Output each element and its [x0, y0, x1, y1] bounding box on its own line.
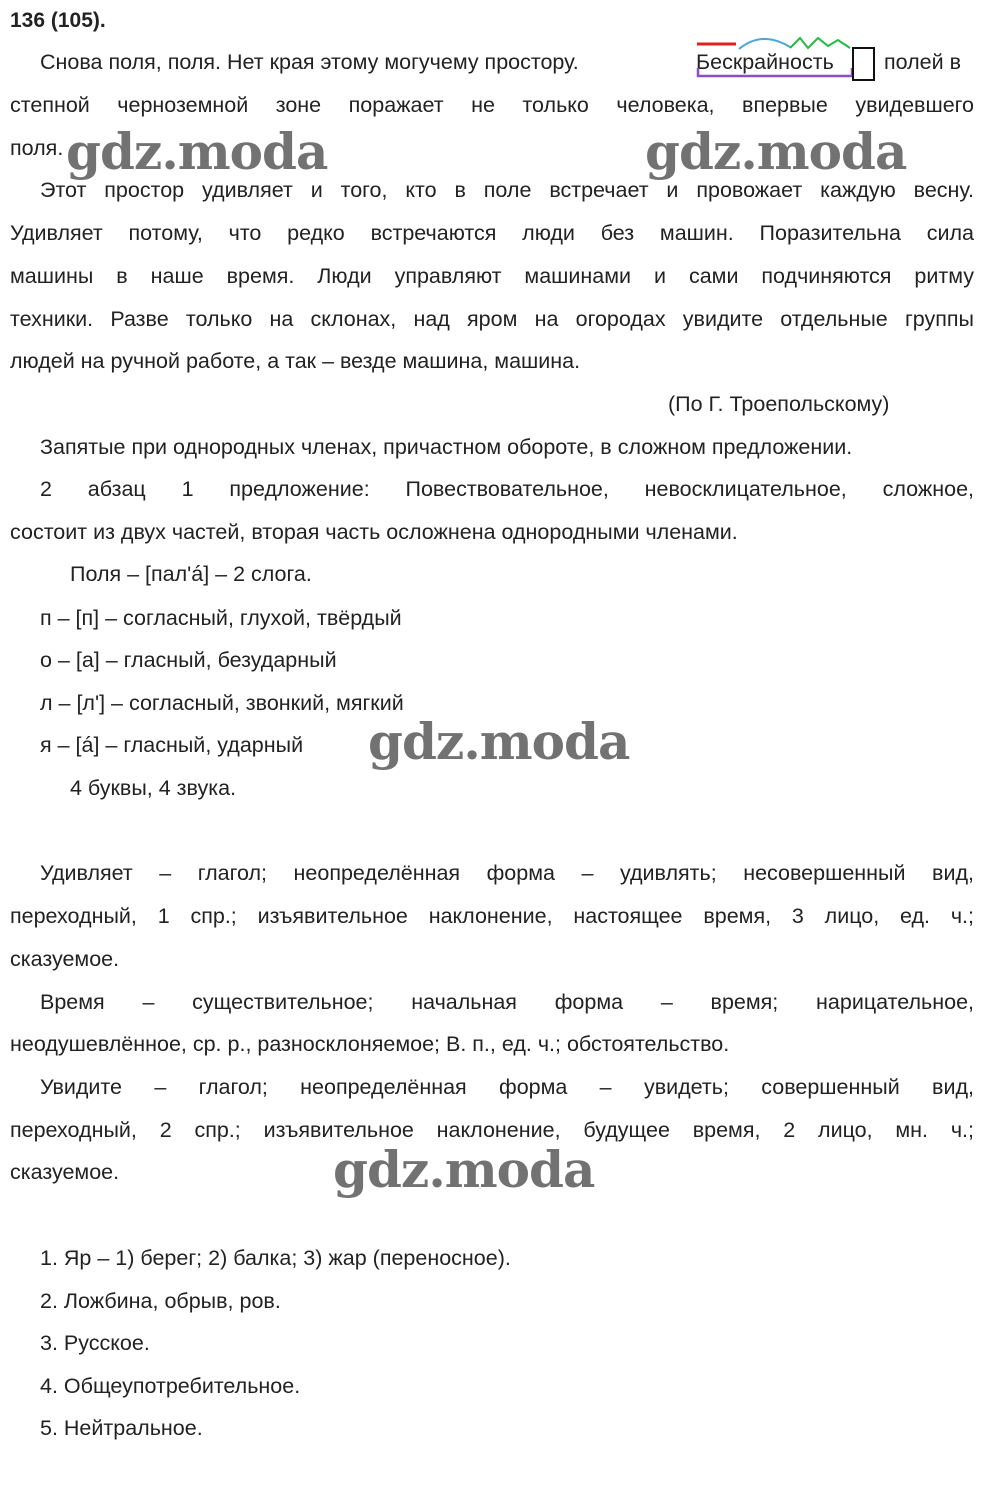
- base-bracket: [698, 68, 852, 76]
- watermark: gdz.moda: [645, 122, 907, 181]
- morph-analysis-2a: Время – существительное; начальная форма – время; нарицательное,: [40, 990, 974, 1014]
- commas-note: Запятые при однородных членах, причастном обороте, в сложном предложении.: [40, 435, 853, 459]
- word-beskrainost: Бескрайность: [696, 50, 834, 74]
- list-item: 3. Русское.: [40, 1331, 150, 1355]
- morph-analysis-1c: сказуемое.: [10, 947, 120, 971]
- text-line-5: Удивляет потому, что редко встречаются люди без машин. Поразительна сила: [10, 221, 974, 245]
- morph-analysis-2b: неодушевлённое, ср. р., разносклоняемое; В. п., ед. ч.; обстоятельство.: [10, 1032, 730, 1056]
- text-line-6: машины в наше время. Люди управляют машинами и сами подчиняются ритму: [10, 264, 974, 288]
- root-arc: [739, 39, 790, 49]
- text-line-2: степной черноземной зоне поражает не только человека, впервые увидевшего: [10, 93, 974, 117]
- morph-analysis-1a: Удивляет – глагол; неопределённая форма – удивлять; несовершенный вид,: [40, 861, 974, 885]
- text-segment: Снова поля, поля. Нет края этому могучему простору.: [40, 50, 579, 74]
- ending-box: [853, 48, 874, 80]
- morph-analysis-3c: сказуемое.: [10, 1160, 120, 1184]
- morpheme-marks: [0, 0, 985, 100]
- text-line-4: Этот простор удивляет и того, кто в поле встречает и провожает каждую весну.: [40, 178, 974, 202]
- suffix-mark: [790, 38, 850, 48]
- phonetic-total: 4 буквы, 4 звука.: [70, 776, 237, 800]
- phonetic-row: о – [а] – гласный, безударный: [40, 648, 337, 672]
- list-item: 5. Нейтральное.: [40, 1416, 203, 1440]
- list-item: 2. Ложбина, обрыв, ров.: [40, 1289, 281, 1313]
- morph-analysis-1b: переходный, 1 спр.; изъявительное наклонение, настоящее время, 3 лицо, ед. ч.;: [10, 904, 974, 928]
- list-item: 4. Общеупотребительное.: [40, 1374, 301, 1398]
- phonetic-row: п – [п] – согласный, глухой, твёрдый: [40, 606, 402, 630]
- phonetic-title: Поля – [пал'á] – 2 слога.: [70, 562, 312, 586]
- sentence-analysis-1: 2 абзац 1 предложение: Повествовательное, невосклицательное, сложное,: [40, 477, 974, 501]
- watermark: gdz.moda: [368, 712, 630, 771]
- phonetic-row: я – [á] – гласный, ударный: [40, 733, 304, 757]
- text-line-8: людей на ручной работе, а так – везде машина, машина.: [10, 349, 581, 373]
- list-item: 1. Яр – 1) берег; 2) балка; 3) жар (переносное).: [40, 1246, 511, 1270]
- watermark: gdz.moda: [66, 122, 328, 181]
- text-line-3: поля.: [10, 136, 64, 160]
- text-line-1-end: полей в: [884, 50, 962, 74]
- sentence-analysis-2: состоит из двух частей, вторая часть осложнена однородными членами.: [10, 520, 738, 544]
- morph-analysis-3a: Увидите – глагол; неопределённая форма – увидеть; совершенный вид,: [40, 1075, 974, 1099]
- exercise-number: 136 (105).: [10, 9, 106, 32]
- text-line-7: техники. Разве только на склонах, над яром на огородах увидите отдельные группы: [10, 307, 974, 331]
- phonetic-row: л – [л'] – согласный, звонкий, мягкий: [40, 691, 404, 715]
- morph-analysis-3b: переходный, 2 спр.; изъявительное наклонение, будущее время, 2 лицо, мн. ч.;: [10, 1118, 974, 1142]
- watermark: gdz.moda: [333, 1140, 595, 1199]
- author-credit: (По Г. Троепольскому): [668, 392, 890, 416]
